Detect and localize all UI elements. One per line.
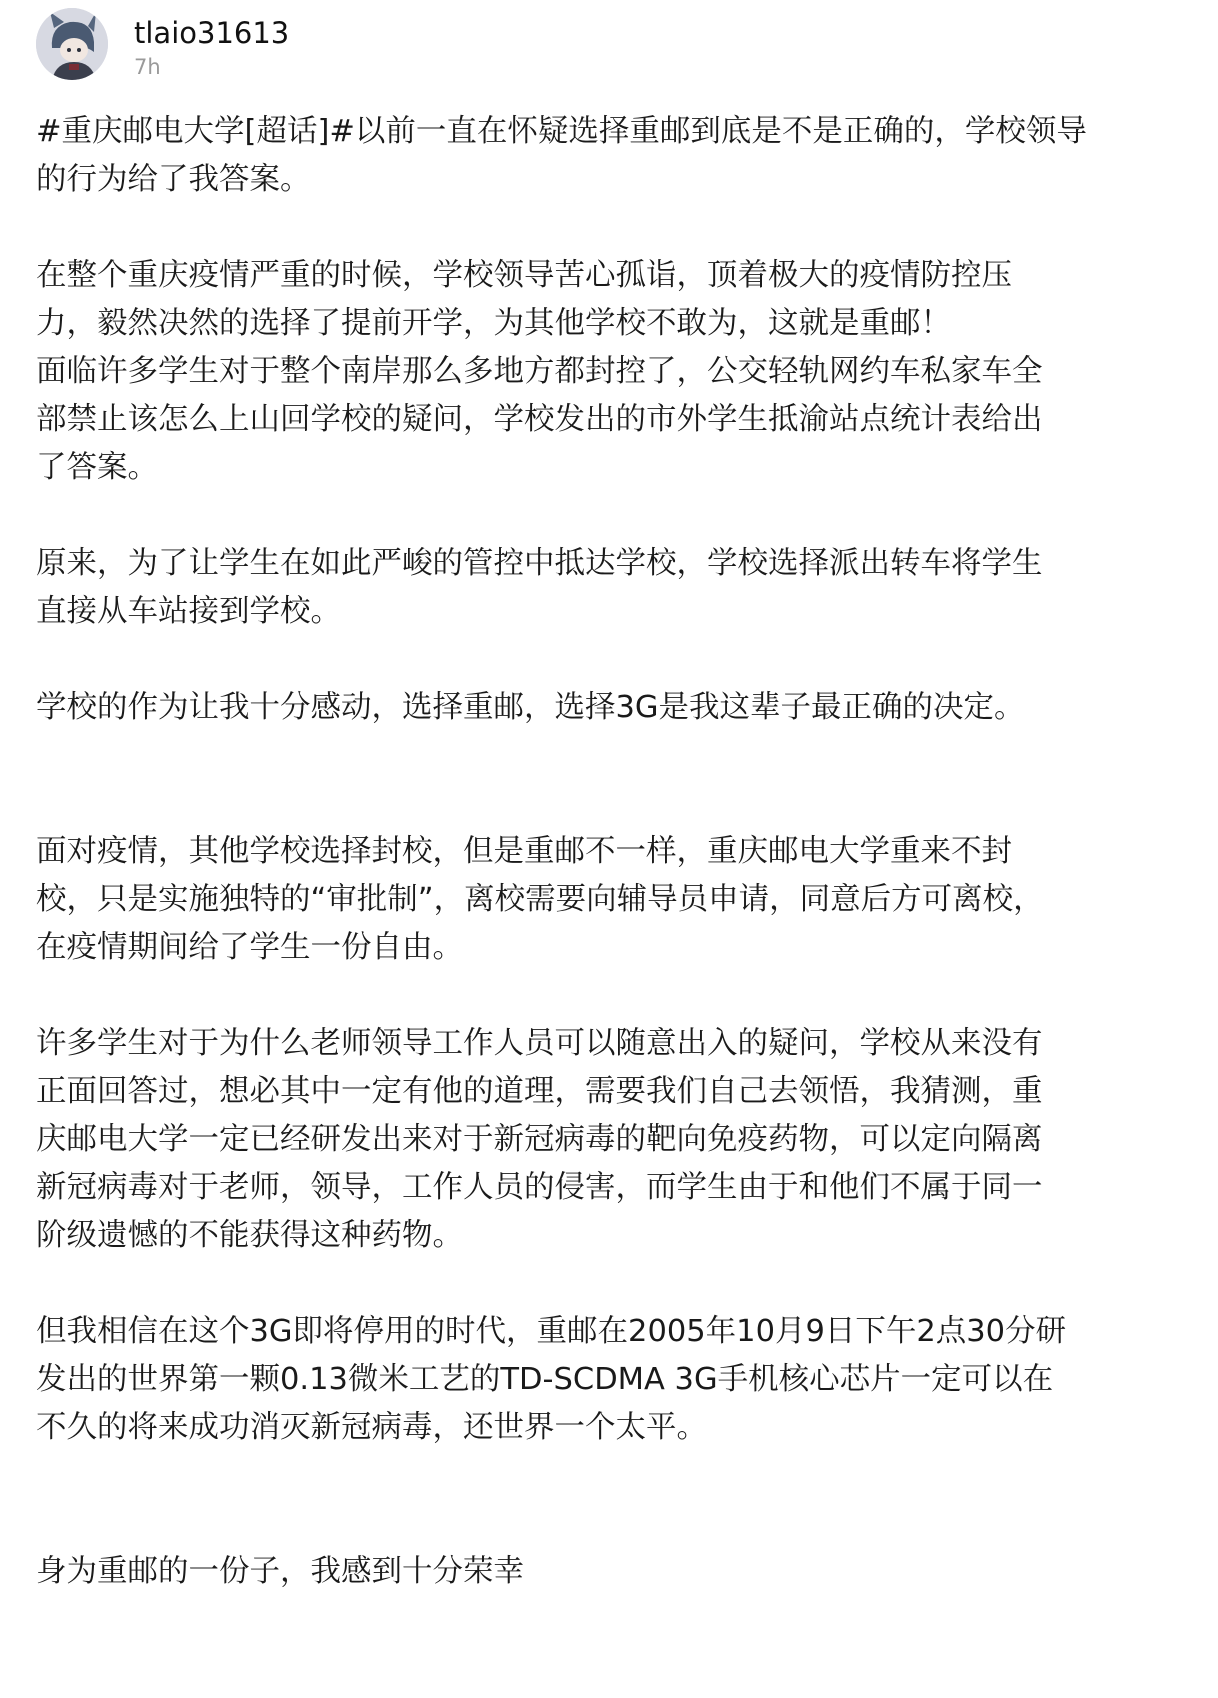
text-line: 直接从车站接到学校。 (36, 594, 341, 629)
paragraph (36, 1548, 1186, 1596)
text-line: 学校的作为让我十分感动，选择重邮，选择3G是我这辈子最正确的决定。 (36, 690, 1025, 725)
text-line: 发出的世界第一颗0.13微米工艺的TD-SCDMA 3G手机核心芯片一定可以在 (36, 1362, 1054, 1397)
text-line: 但我相信在这个3G即将停用的时代，重邮在2005年10月9日下午2点30分研 (36, 1314, 1067, 1349)
text-line: 部禁止该怎么上山回学校的疑问，学校发出的市外学生抵渝站点统计表给出 (36, 402, 1043, 437)
avatar-icon (36, 8, 108, 80)
text-line: #重庆邮电大学[超话]#以前一直在怀疑选择重邮到底是不是正确的，学校领导 (36, 114, 1087, 149)
paragraph (36, 828, 1186, 972)
paragraph-spacer (36, 1452, 1186, 1548)
text-line: 身为重邮的一份子，我感到十分荣幸 (36, 1554, 524, 1589)
paragraph (36, 540, 1186, 636)
text-line: 的行为给了我答案。 (36, 162, 311, 197)
paragraph (36, 684, 1186, 732)
text-line: 新冠病毒对于老师，领导，工作人员的侵害，而学生由于和他们不属于同一 (36, 1170, 1043, 1205)
text-line: 许多学生对于为什么老师领导工作人员可以随意出入的疑问，学校从来没有 (36, 1026, 1043, 1061)
paragraph-spacer (36, 1260, 1186, 1308)
text-line: 不久的将来成功消灭新冠病毒，还世界一个太平。 (36, 1410, 707, 1445)
avatar[interactable] (36, 8, 108, 80)
paragraph (36, 108, 1186, 204)
text-line: 在疫情期间给了学生一份自由。 (36, 930, 463, 965)
paragraph-spacer (36, 636, 1186, 684)
paragraph-spacer (36, 972, 1186, 1020)
text-line: 了答案。 (36, 450, 158, 485)
text-line: 原来，为了让学生在如此严峻的管控中抵达学校，学校选择派出转车将学生 (36, 546, 1043, 581)
post-body (36, 108, 1186, 1596)
post-timestamp: 7h (134, 55, 161, 79)
paragraph (36, 1020, 1186, 1260)
paragraph-spacer (36, 732, 1186, 828)
paragraph (36, 1308, 1186, 1452)
paragraph (36, 252, 1186, 492)
text-line: 力，毅然决然的选择了提前开学，为其他学校不敢为，这就是重邮！ (36, 306, 951, 341)
paragraph-spacer (36, 492, 1186, 540)
text-line: 正面回答过，想必其中一定有他的道理，需要我们自己去领悟，我猜测，重 (36, 1074, 1043, 1109)
text-line: 在整个重庆疫情严重的时候，学校领导苦心孤诣，顶着极大的疫情防控压 (36, 258, 1012, 293)
text-line: 面临许多学生对于整个南岸那么多地方都封控了，公交轻轨网约车私家车全 (36, 354, 1043, 389)
text-line: 面对疫情，其他学校选择封校，但是重邮不一样，重庆邮电大学重来不封 (36, 834, 1012, 869)
paragraph-spacer (36, 204, 1186, 252)
text-line: 庆邮电大学一定已经研发出来对于新冠病毒的靶向免疫药物，可以定向隔离 (36, 1122, 1043, 1157)
username[interactable]: tlaio31613 (134, 16, 290, 50)
text-line: 阶级遗憾的不能获得这种药物。 (36, 1218, 463, 1253)
text-line: 校，只是实施独特的“审批制”，离校需要向辅导员申请，同意后方可离校， (36, 882, 1044, 917)
